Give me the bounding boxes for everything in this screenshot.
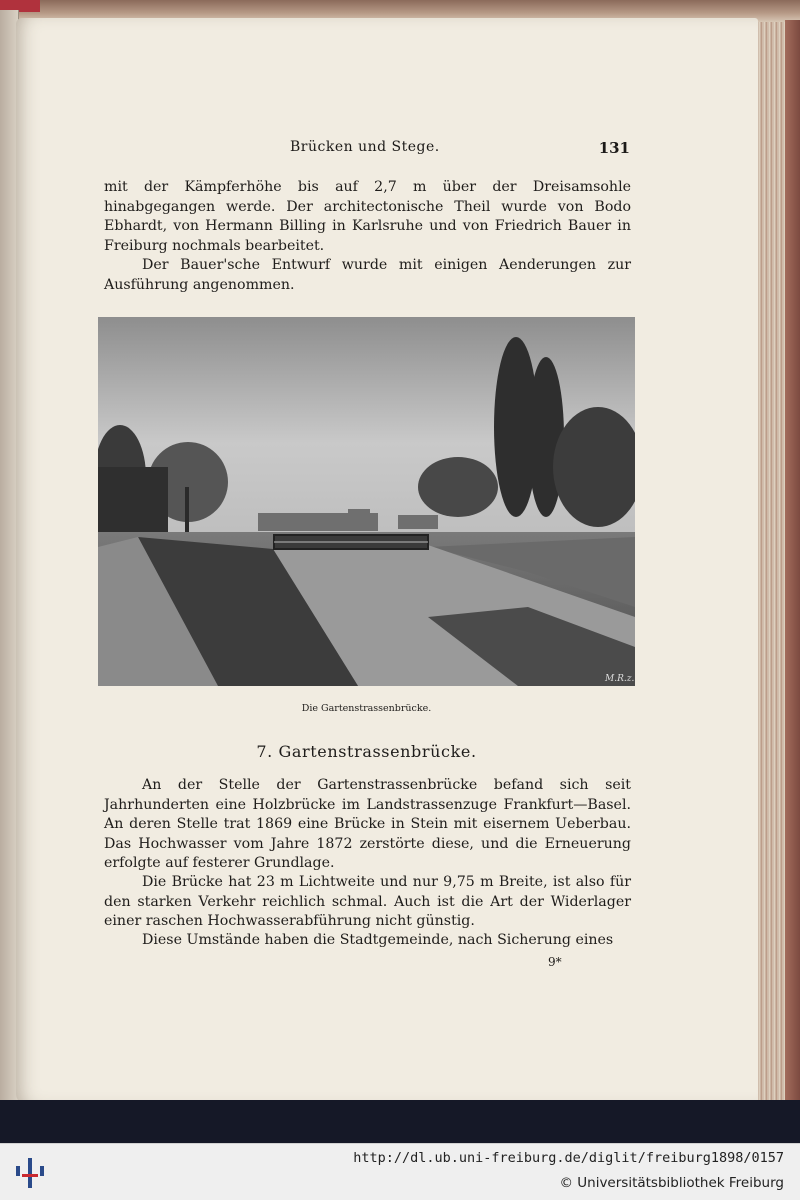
book-bottom-edge [0,1100,800,1143]
paragraph: Die Brücke hat 23 m Lichtweite und nur 9,75 m Breite, ist also für den starken Verkehr reichlich schmal. Auch ist die Art der Widerlager einer raschen Hochwasserabführung nicht günstig. [104,874,631,930]
bridge [274,535,428,549]
figure-caption: Die Gartenstrassenbrücke. [301,703,432,714]
viewer-footer [0,1143,800,1200]
signature-mark: 9* [548,955,562,969]
paragraph: Der Bauer'sche Entwurf wurde mit einigen Aenderungen zur Ausführung angenommen. [104,257,631,293]
running-title: Brücken und Stege. [290,139,440,155]
page-number: 131 [598,139,630,157]
ub-freiburg-logo-icon [10,1152,50,1192]
book-cover-edge [785,20,800,1100]
section-heading: 7. Gartenstrassenbrücke. [256,742,477,761]
document-url-link[interactable]: http://dl.ub.uni-freiburg.de/diglit/freiburg1898/0157 [353,1150,784,1166]
paragraph: mit der Kämpferhöhe bis auf 2,7 m über der Dreisamsohle hinabgegangen werde. Der architectonische Theil wurde von Bodo Ebhardt, von Hermann Billing in Karlsruhe und von Friedrich Bauer in Freiburg nochmals bearbeitet. [104,179,631,254]
paragraph: Diese Umstände haben die Stadtgemeinde, nach Sicherung eines [142,932,614,948]
bridge-photograph [98,317,635,686]
photo-signature: M.R.z. [605,674,635,684]
running-header [290,139,630,161]
copyright-notice: © Universitätsbibliothek Freiburg [559,1175,784,1191]
paragraph: An der Stelle der Gartenstrassenbrücke befand sich seit Jahrhunderten eine Holzbrücke im Landstrassenzuge Frankfurt—Basel. An deren Stelle trat 1869 eine Brücke in Stein mit eisernem Ueberbau. Das Hochwasser vom Jahre 1872 zerstörte diese, und die Erneuerung erfolgte auf festerer Grundlage. [104,777,631,872]
